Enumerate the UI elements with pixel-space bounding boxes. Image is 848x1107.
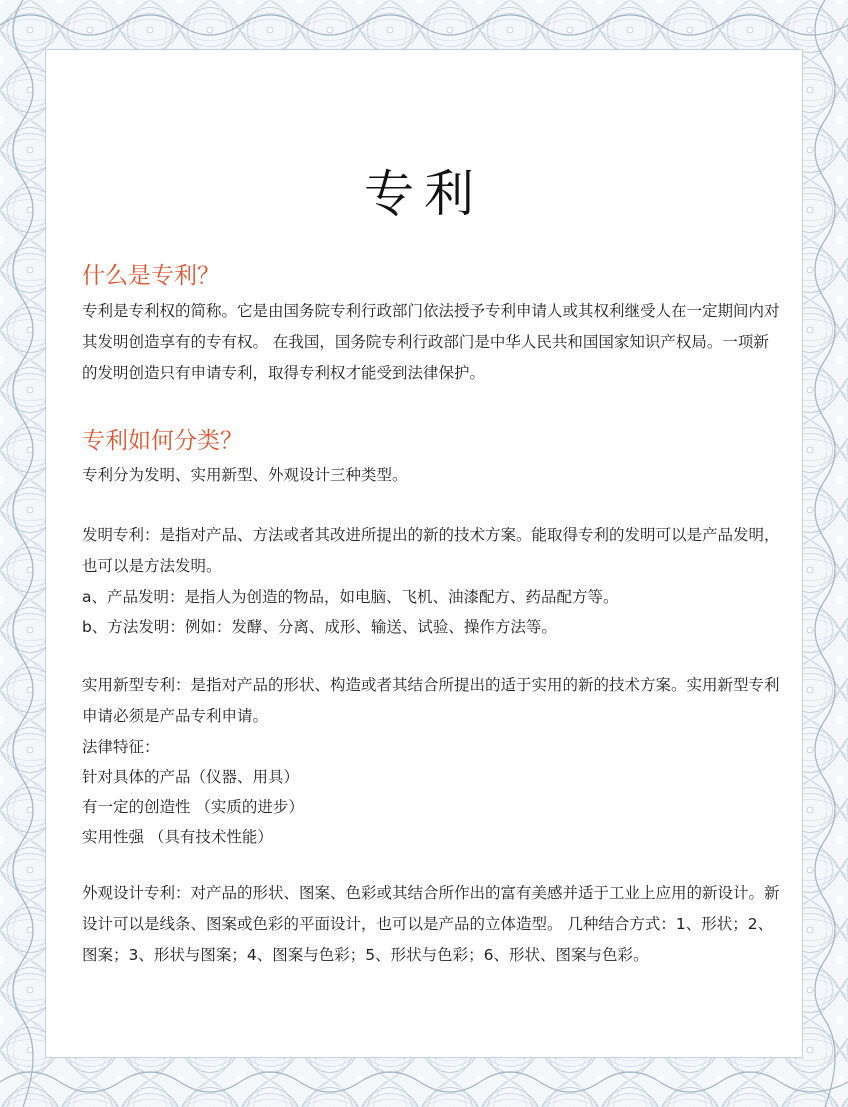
paragraph-legal-features: 法律特征： <box>82 738 160 756</box>
document-page <box>46 50 802 1057</box>
section-heading-patent-classification: 专利如何分类？ <box>82 428 243 454</box>
paragraph-patent-types: 专利分为发明、实用新型、外观设计三种类型。 <box>82 466 408 484</box>
paragraph-feature-specific-product: 针对具体的产品（仪器、用具） <box>82 768 300 786</box>
paragraph-feature-creativity: 有一定的创造性 （实质的进步） <box>82 798 304 816</box>
paragraph-method-invention: b、方法发明：例如：发酵、分离、成形、输送、试验、操作方法等。 <box>82 618 557 636</box>
paragraph-patent-definition: 专利是专利权的简称。它是由国务院专利行政部门依法授予专利申请人或其权利继受人在一定期间内对其发明创造享有的专有权。 在我国，国务院专利行政部门是中华人民共和国国家知识产权局。一项新的发明创造只有申请专利，取得专利权才能受到法律保护。 <box>82 302 780 382</box>
paragraph-invention-patent: 发明专利：是指对产品、方法或者其改进所提出的新的技术方案。能取得专利的发明可以是产品发明，也可以是方法发明。 <box>82 526 780 575</box>
paragraph-feature-practicality: 实用性强 （具有技术性能） <box>82 828 273 846</box>
page-title: 专利 <box>364 164 484 223</box>
paragraph-design-patent: 外观设计专利：对产品的形状、图案、色彩或其结合所作出的富有美感并适于工业上应用的新设计。新设计可以是线条、图案或色彩的平面设计，也可以是产品的立体造型。 几种结合方式：1、形状；2、图案；3、形状与图案；4、图案与色彩；5、形状与色彩；6、形状、图案与色彩。 <box>82 884 780 964</box>
section-heading-what-is-patent: 什么是专利？ <box>82 263 220 289</box>
paragraph-product-invention: a、产品发明：是指人为创造的物品，如电脑、飞机、油漆配方、药品配方等。 <box>82 588 619 606</box>
paragraph-utility-model-patent: 实用新型专利：是指对产品的形状、构造或者其结合所提出的适于实用的新的技术方案。实用新型专利申请必须是产品专利申请。 <box>82 676 780 725</box>
